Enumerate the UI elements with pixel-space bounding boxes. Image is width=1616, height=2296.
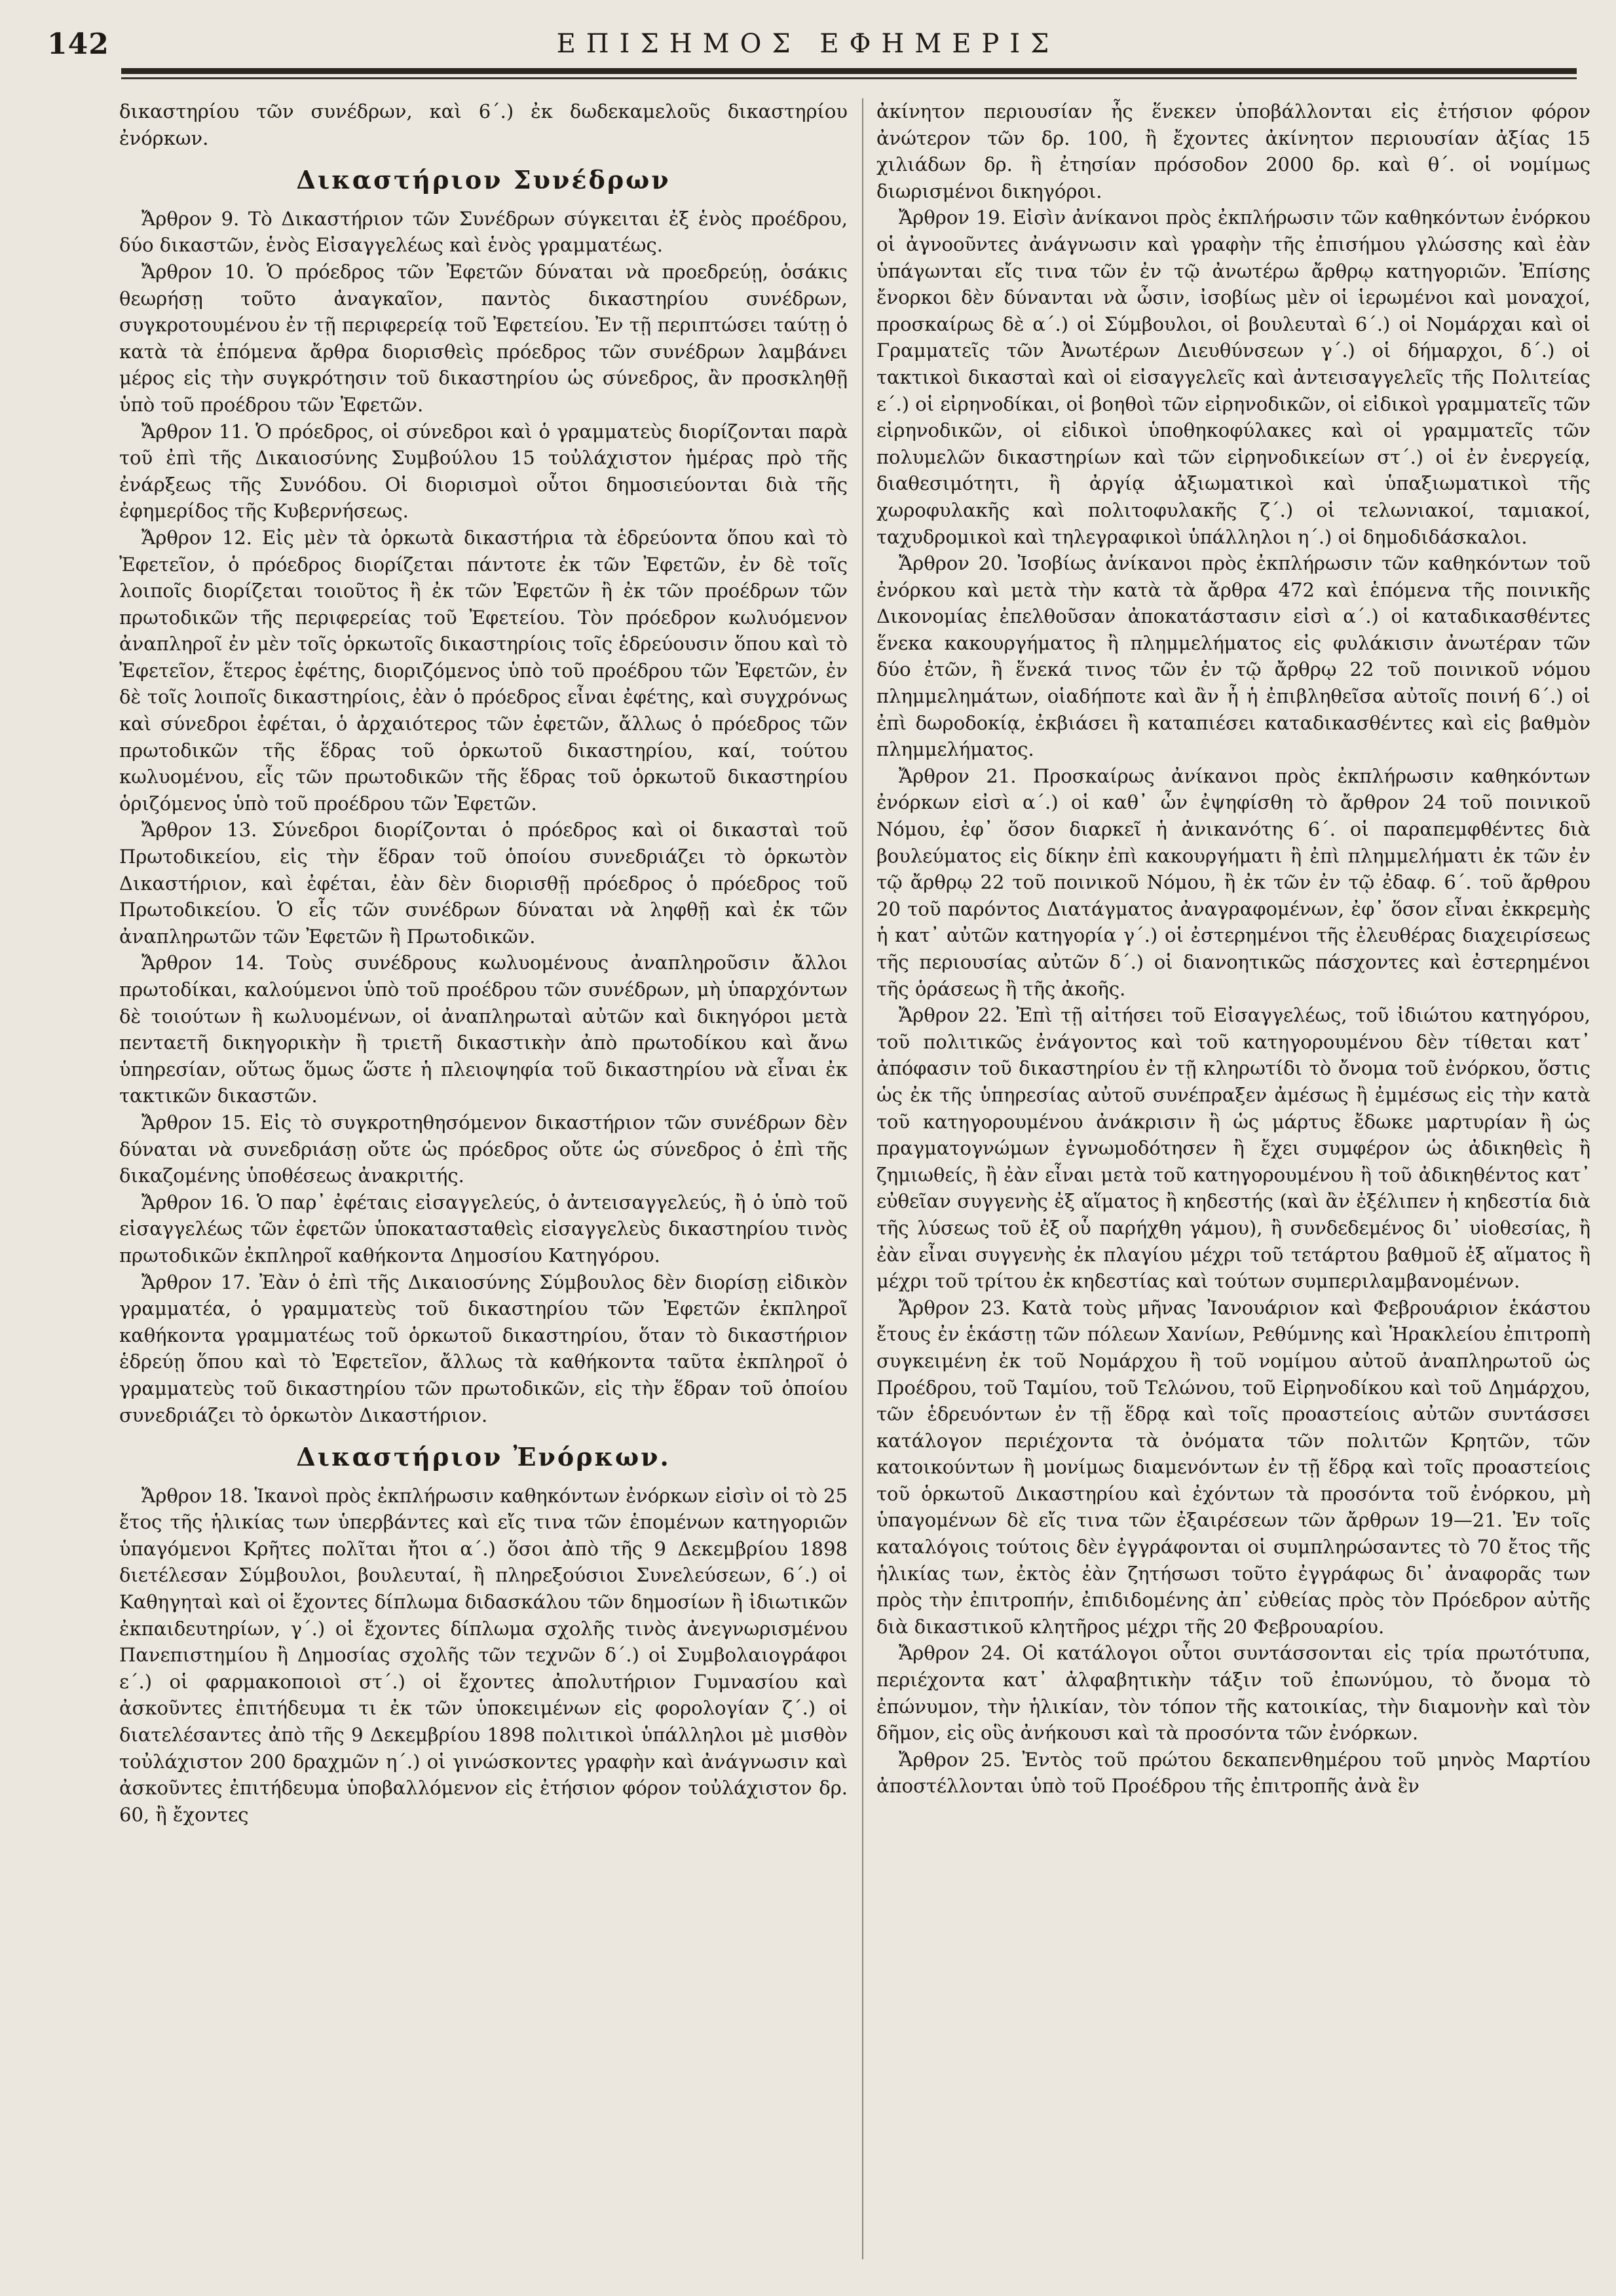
- header-rule-thick: [121, 68, 1577, 74]
- right-column: [876, 98, 1590, 1800]
- article-23: Ἄρθρον 23. Κατὰ τοὺς μῆνας Ἰανουάριον καὶ Φεβρουάριον ἑκάστου ἔτους ἐν ἑκάστῃ τῶν πόλεων Χανίων, Ρεθύμνης καὶ Ἡρακλείου ἐπιτροπὴ συγκειμένη ἐκ τοῦ Νομάρχου ἢ τοῦ νομίμου αὐτοῦ ἀναπληρωτοῦ ὡς Προέδρου, τοῦ Ταμίου, τοῦ Τελώνου, τοῦ Εἰρηνοδίκου καὶ τοῦ Δημάρχου, τῶν ἑδρευόντων ἐν τῇ ἕδρᾳ καὶ τοῖς προαστείοις αὐτῶν συντάσσει κατάλογον περιέχοντα τὰ ὀνόματα τῶν πολιτῶν Κρητῶν, τῶν κατοικούντων ἢ μονίμως διαμενόντων ἐν τῇ ἕδρᾳ καὶ τοῖς προαστείοις τοῦ ὁρκωτοῦ Δικαστηρίου καὶ ἐχόντων τὰ προσόντα τοῦ ἐνόρκου, μὴ ὑπαγομένων δὲ εἴς τινα τῶν ἐξαιρέσεων τῶν ἄρθρων 19—21. Ἐν τοῖς καταλόγοις τούτοις δὲν ἐγγράφονται οἱ συμπληρώσαντες τὸ 70 ἔτος τῆς ἡλικίας των, ἐκτὸς ἐὰν ζητήσωσι τοῦτο ἐγγράφως δι᾽ ἀναφορᾶς των πρὸς τὴν ἐπιτροπήν, ἐπιδιδομένης ἀπ᾽ εὐθείας πρὸς τὸν Πρόεδρον αὐτῆς διὰ δικαστικοῦ κλητῆρος μέχρι τῆς 20 Φεβρουαρίου.: [876, 1296, 1590, 1638]
- article-17: Ἄρθρον 17. Ἐὰν ὁ ἐπὶ τῆς Δικαιοσύνης Σύμβουλος δὲν διορίσῃ εἰδικὸν γραμματέα, ὁ γραμματεὺς τοῦ δικαστηρίου τῶν Ἐφετῶν ἐκπληροῖ καθήκοντα γραμματέως τοῦ ὁρκωτοῦ δικαστηρίου, ὅταν τὸ δικαστήριον ἑδρεύῃ ὅπου καὶ τὸ Ἐφετεῖον, ἄλλως τὰ καθήκοντα ταῦτα ἐκπληροῖ ὁ γραμματεὺς τοῦ δικαστηρίου τῶν πρωτοδικῶν, εἰς τὴν ἕδραν τοῦ ὁποίου συνεδριάζει τὸ ὁρκωτὸν Δικαστήριον.: [119, 1270, 848, 1426]
- running-title: ΕΠΙΣΗΜΟΣ ΕΦΗΜΕΡΙΣ: [556, 29, 1060, 59]
- left-column: [119, 98, 848, 1828]
- article-24: Ἄρθρον 24. Οἱ κατάλογοι οὗτοι συντάσσονται εἰς τρία πρωτότυπα, περιέχοντα κατ᾽ ἀλφαβητικὴν τάξιν τοῦ ἐπωνύμου, τὸ ὄνομα τὸ ἐπώνυμον, τὴν ἡλικίαν, τὸν τόπον τῆς κατοικίας, τὴν διαμονὴν καὶ τὸν δῆμον, εἰς οὓς ἀνήκουσι καὶ τὰ προσόντα τῶν ἐνόρκων.: [876, 1642, 1590, 1745]
- article-21: Ἄρθρον 21. Προσκαίρως ἀνίκανοι πρὸς ἐκπλήρωσιν καθηκόντων ἐνόρκων εἰσὶ α΄.) οἱ καθ᾽ ὧν ἐψηφίσθη τὸ ἄρθρον 24 τοῦ ποινικοῦ Νόμου, ἐφ᾽ ὅσον διαρκεῖ ἡ ἀνικανότης 6΄. οἱ παραπεμφθέντες διὰ βουλεύματος εἰς δίκην ἐπὶ κακουργήματι ἢ ἐπὶ πλημμελήματι ἐκ τῶν ἐν τῷ ἄρθρῳ 22 τοῦ ποινικοῦ Νόμου, ἢ ἐκ τῶν ἐν τῷ ἐδαφ. 6΄. τοῦ ἄρθρου 20 τοῦ παρόντος Διατάγματος ἀναγραφομένων, ἐφ᾽ ὅσον εἶναι ἐκκρεμὴς ἡ κατ᾽ αὐτῶν κατηγορία γ΄.) οἱ ἐστερημένοι τῆς ἐλευθέρας διαχειρίσεως τῆς περιουσίας αὐτῶν δ΄.) οἱ διανοητικῶς πάσχοντες καὶ ἐστερημένοι τῆς ὁράσεως ἢ τῆς ἀκοῆς.: [876, 764, 1590, 1000]
- article-13: Ἄρθρον 13. Σύνεδροι διορίζονται ὁ πρόεδρος καὶ οἱ δικασταὶ τοῦ Πρωτοδικείου, εἰς τὴν ἕδραν τοῦ ὁποίου συνεδριάζει τὸ ὁρκωτὸν Δικαστήριον, καὶ ἐφέται, ἐὰν δὲν διορισθῇ πρόεδρος ὁ πρόεδρος τοῦ Πρωτοδικείου. Ὁ εἷς τῶν συνέδρων δύναται νὰ ληφθῇ καὶ ἐκ τῶν ἀναπληρωτῶν τῶν Ἐφετῶν ἢ Πρωτοδικῶν.: [119, 819, 848, 948]
- article-25: Ἄρθρον 25. Ἐντὸς τοῦ πρώτου δεκαπενθημέρου τοῦ μηνὸς Μαρτίου ἀποστέλλονται ὑπὸ τοῦ Προέδρου τῆς ἐπιτροπῆς ἀνὰ ἓν: [876, 1748, 1590, 1798]
- article-19: Ἄρθρον 19. Εἰσὶν ἀνίκανοι πρὸς ἐκπλήρωσιν τῶν καθηκόντων ἐνόρκου οἱ ἀγνοοῦντες ἀνάγνωσιν καὶ γραφὴν τῆς ἐπισήμου γλώσσης καὶ ἐὰν ὑπάγωνται εἴς τινα τῶν ἐν τῷ ἀνωτέρω ἄρθρῳ κατηγοριῶν. Ἐπίσης ἔνορκοι δὲν δύνανται νὰ ὦσιν, ἰσοβίως μὲν οἱ ἱερωμένοι καὶ μοναχοί, προσκαίρως δὲ α΄.) οἱ Σύμβουλοι, οἱ βουλευταὶ 6΄.) οἱ Νομάρχαι καὶ οἱ Γραμματεῖς τῶν Ἀνωτέρων Διευθύνσεων γ΄.) οἱ δήμαρχοι, δ΄.) οἱ τακτικοὶ δικασταὶ καὶ οἱ εἰσαγγελεῖς καὶ ἀντεισαγγελεῖς τῆς Πολιτείας ε΄.) οἱ εἰρηνοδίκαι, οἱ βοηθοὶ τῶν εἰρηνοδικῶν, οἱ εἰδικοὶ γραμματεῖς τῶν εἰρηνοδικῶν, οἱ εἰδικοὶ ὑποθηκοφύλακες καὶ οἱ γραμματεῖς τῶν πολυμελῶν δικαστηρίων καὶ τῶν εἰρηνοδικείων στ΄.) οἱ ἐν ἐνεργείᾳ, διαθεσιμότητι, ἢ ἀργίᾳ ἀξιωματικοὶ καὶ ὑπαξιωματικοὶ τῆς χωροφυλακῆς καὶ πολιτοφυλακῆς ζ΄.) οἱ τελωνιακοί, ταμιακοί, ταχυδρομικοὶ καὶ τηλεγραφικοὶ ὑπάλληλοι η΄.) οἱ δημοδιδάσκαλοι.: [876, 206, 1590, 548]
- article-9: Ἄρθρον 9. Τὸ Δικαστήριον τῶν Συνέδρων σύγκειται ἐξ ἑνὸς προέδρου, δύο δικαστῶν, ἑνὸς Εἰσαγγελέως καὶ ἑνὸς γραμματέως.: [119, 207, 848, 257]
- section-heading: Δικαστήριον Ἐνόρκων.: [296, 1442, 671, 1472]
- page-number: 142: [47, 28, 109, 61]
- paragraph: ἀκίνητον περιουσίαν ἧς ἕνεκεν ὑποβάλλονται εἰς ἐτήσιον φόρον ἀνώτερον τῶν δρ. 100, ἢ ἔχοντες ἀκίνητον περιουσίαν ἀξίας 15 χιλιάδων δρ. ἢ ἐτησίαν πρόσοδον 2000 δρ. καὶ θ΄. οἱ νομίμως διωρισμένοι δικηγόροι.: [876, 100, 1590, 202]
- article-22: Ἄρθρον 22. Ἐπὶ τῇ αἰτήσει τοῦ Εἰσαγγελέως, τοῦ ἰδιώτου κατηγόρου, τοῦ πολιτικῶς ἐνάγοντος καὶ τοῦ κατηγορουμένου δὲν τίθεται κατ᾽ ἀπόφασιν τοῦ δικαστηρίου ἐν τῇ κληρωτίδι τὸ ὄνομα τοῦ ἐνόρκου, ὅστις ὡς ἐκ τῆς ὑπηρεσίας αὐτοῦ συνέπραξεν ἀμέσως ἢ ἐμμέσως εἰς τὴν κατὰ τοῦ κατηγορουμένου ἀνάκρισιν ἢ ὡς μάρτυς ἔδωκε μαρτυρίαν ἢ ὡς πραγματογνώμων ἐγνωμοδότησεν ἢ ἔχει συμφέρον ὡς ἀδικηθεὶς ἢ ζημιωθείς, ἢ ἐὰν εἶναι μετὰ τοῦ κατηγορουμένου ἢ τοῦ ἀδικηθέντος κατ᾽ εὐθεῖαν συγγενὴς ἐξ αἵματος ἢ κηδεστής (καὶ ἂν ἐξέλιπεν ἡ κηδεστία διὰ τῆς λύσεως τοῦ ἐξ οὗ παρήχθη γάμου), ἢ συνδεδεμένος δι᾽ υἱοθεσίας, ἢ ἐὰν εἶναι συγγενὴς ἐκ πλαγίου μέχρι τοῦ τετάρτου βαθμοῦ ἐξ αἵματος ἢ μέχρι τοῦ τρίτου ἐκ κηδεστίας καὶ τούτων συμπεριλαμβανομένων.: [876, 1004, 1590, 1293]
- article-14: Ἄρθρον 14. Τοὺς συνέδρους κωλυομένους ἀναπληροῦσιν ἄλλοι πρωτοδίκαι, καλούμενοι ὑπὸ τοῦ προέδρου τῶν συνέδρων, μὴ ὑπαρχόντων δὲ τοιούτων ἢ κωλυομένων, οἱ ἀναπληρωταὶ αὐτῶν καὶ δικηγόροι μετὰ πενταετῆ δικηγορικὴν ἢ τριετῆ δικαστικὴν ἀπὸ πρωτοδίκου καὶ ἄνω ὑπηρεσίαν, οὕτως ὅμως ὥστε ἡ πλειοψηφία τοῦ δικαστηρίου νὰ εἶναι ἐκ τακτικῶν δικαστῶν.: [119, 952, 848, 1107]
- article-20: Ἄρθρον 20. Ἰσοβίως ἀνίκανοι πρὸς ἐκπλήρωσιν τῶν καθηκόντων τοῦ ἐνόρκου καὶ μετὰ τὴν κατὰ τὰ ἄρθρα 472 καὶ ἑπόμενα τῆς ποινικῆς Δικονομίας ἐπελθοῦσαν ἀποκατάστασιν εἰσὶ α΄.) οἱ καταδικασθέντες ἕνεκα κακουργήματος ἢ πλημμελήματος εἰς φυλάκισιν ἀνωτέραν τῶν δύο ἐτῶν, ἢ ἕνεκά τινος τῶν ἐν τῷ ἄρθρῳ 22 τοῦ ποινικοῦ νόμου πλημμελημάτων, οἱαδήποτε καὶ ἂν ἦ ἡ ἐπιβληθεῖσα αὐτοῖς ποινή 6΄.) οἱ ἐπὶ δωροδοκίᾳ, ἐκβιάσει ἢ καταπιέσει καταδικασθέντες καὶ εἰς βαθμὸν πλημμελήματος.: [876, 552, 1590, 761]
- article-18: Ἄρθρον 18. Ἱκανοὶ πρὸς ἐκπλήρωσιν καθηκόντων ἐνόρκων εἰσὶν οἱ τὸ 25 ἔτος τῆς ἡλικίας των ὑπερβάντες καὶ εἴς τινα τῶν ἑπομένων κατηγοριῶν ὑπαγόμενοι Κρῆτες πολῖται ἤτοι α΄.) ὅσοι ἀπὸ τῆς 9 Δεκεμβρίου 1898 διετέλεσαν Σύμβουλοι, βουλευταί, ἢ πληρεξούσιοι Συνελεύσεων, 6΄.) οἱ Καθηγηταὶ καὶ οἱ ἔχοντες δίπλωμα διδασκάλου τῶν δημοσίων ἢ ἰδιωτικῶν ἐκπαιδευτηρίων, γ΄.) οἱ ἔχοντες δίπλωμα σχολῆς τινὸς ἀνεγνωρισμένου Πανεπιστημίου ἢ Δημοσίας σχολῆς τῶν τεχνῶν δ΄.) οἱ Συμβολαιογράφοι ε΄.) οἱ φαρμακοποιοὶ στ΄.) οἱ ἔχοντες ἀπολυτήριον Γυμνασίου καὶ ἀσκοῦντες ἐπιτήδευμα τι ἐκ τῶν ὑποκειμένων εἰς φορολογίαν ζ΄.) οἱ διατελέσαντες ἀπὸ τῆς 9 Δεκεμβρίου 1898 πολιτικοὶ ὑπάλληλοι μὲ μισθὸν τοὐλάχιστον 200 δραχμῶν η΄.) οἱ γινώσκοντες γραφὴν καὶ ἀνάγνωσιν καὶ ἀσκοῦντες ἐπιτήδευμα ὑποβαλλόμενον εἰς ἐτήσιον φόρον τοὐλάχιστον δρ. 60, ἢ ἔχοντες: [119, 1484, 848, 1826]
- article-16: Ἄρθρον 16. Ὁ παρ᾽ ἐφέταις εἰσαγγελεύς, ὁ ἀντεισαγγελεύς, ἢ ὁ ὑπὸ τοῦ εἰσαγγελέως τῶν ἐφετῶν ὑποκατασταθεὶς εἰσαγγελεὺς δικαστηρίου τινὸς πρωτοδικῶν ἐκπληροῖ καθήκοντα Δημοσίου Κατηγόρου.: [119, 1191, 848, 1267]
- header-rule-thin: [121, 77, 1577, 79]
- section-heading: Δικαστήριον Συνέδρων: [296, 165, 671, 195]
- article-11: Ἄρθρον 11. Ὁ πρόεδρος, οἱ σύνεδροι καὶ ὁ γραμματεὺς διορίζονται παρὰ τοῦ ἐπὶ τῆς Δικαιοσύνης Συμβούλου 15 τοὐλάχιστον ἡμέρας πρὸ τῆς ἐνάρξεως τῆς Συνόδου. Οἱ διορισμοὶ οὗτοι δημοσιεύονται διὰ τῆς ἐφημερίδος τῆς Κυβερνήσεως.: [119, 420, 848, 523]
- paragraph: δικαστηρίου τῶν συνέδρων, καὶ 6΄.) ἐκ δωδεκαμελοῦς δικαστηρίου ἐνόρκων.: [119, 100, 848, 149]
- article-10: Ἄρθρον 10. Ὁ πρόεδρος τῶν Ἐφετῶν δύναται νὰ προεδρεύῃ, ὁσάκις θεωρήσῃ τοῦτο ἀναγκαῖον, παντὸς δικαστηρίου συνέδρων, συγκροτουμένου ἐν τῇ περιφερείᾳ τοῦ Ἐφετείου. Ἐν τῇ περιπτώσει ταύτῃ ὁ κατὰ τὰ ἑπόμενα ἄρθρα διορισθεὶς πρόεδρος τῶν συνέδρων λαμβάνει μέρος εἰς τὴν συγκρότησιν τοῦ δικαστηρίου ὡς σύνεδρος, ἂν προσκληθῇ ὑπὸ τοῦ προέδρου τῶν Ἐφετῶν.: [119, 260, 848, 416]
- article-12: Ἄρθρον 12. Εἰς μὲν τὰ ὁρκωτὰ δικαστήρια τὰ ἑδρεύοντα ὅπου καὶ τὸ Ἐφετεῖον, ὁ πρόεδρος διορίζεται πάντοτε ἐκ τῶν Ἐφετῶν, ἐν δὲ τοῖς λοιποῖς διορίζεται τοιοῦτος ἢ ἐκ τῶν Ἐφετῶν ἢ ἐκ τῶν προέδρων τῶν πρωτοδικῶν τῆς περιφερείας τοῦ Ἐφετείου. Τὸν πρόεδρον κωλυόμενον ἀναπληροῖ ἐν μὲν τοῖς ὁρκωτοῖς δικαστηρίοις τοῖς ἑδρεύουσιν ὅπου καὶ τὸ Ἐφετεῖον, ἕτερος ἐφέτης, διοριζόμενος ὑπὸ τοῦ προέδρου τῶν Ἐφετῶν, ἐν δὲ τοῖς λοιποῖς δικαστηρίοις, ἐὰν ὁ πρόεδρος εἶναι ἐφέτης, καὶ συγχρόνως καὶ σύνεδροι ἐφέται, ὁ ἀρχαιότερος τῶν ἐφετῶν, ἄλλως ὁ πρόεδρος τῶν πρωτοδικῶν τῆς ἕδρας τοῦ ὁρκωτοῦ δικαστηρίου, καί, τούτου κωλυομένου, εἷς τῶν πρωτοδικῶν τῆς ἕδρας τοῦ ὁρκωτοῦ δικαστηρίου ὁριζόμενος ὑπὸ τοῦ προέδρου τῶν Ἐφετῶν.: [119, 526, 848, 815]
- column-divider: [862, 98, 863, 2259]
- article-15: Ἄρθρον 15. Εἰς τὸ συγκροτηθησόμενον δικαστήριον τῶν συνέδρων δὲν δύναται νὰ συνεδριάσῃ οὔτε ὡς πρόεδρος οὔτε ὡς σύνεδρος ὁ ἐπὶ τῆς δικαζομένης ὑποθέσεως ἀνακριτής.: [119, 1111, 848, 1187]
